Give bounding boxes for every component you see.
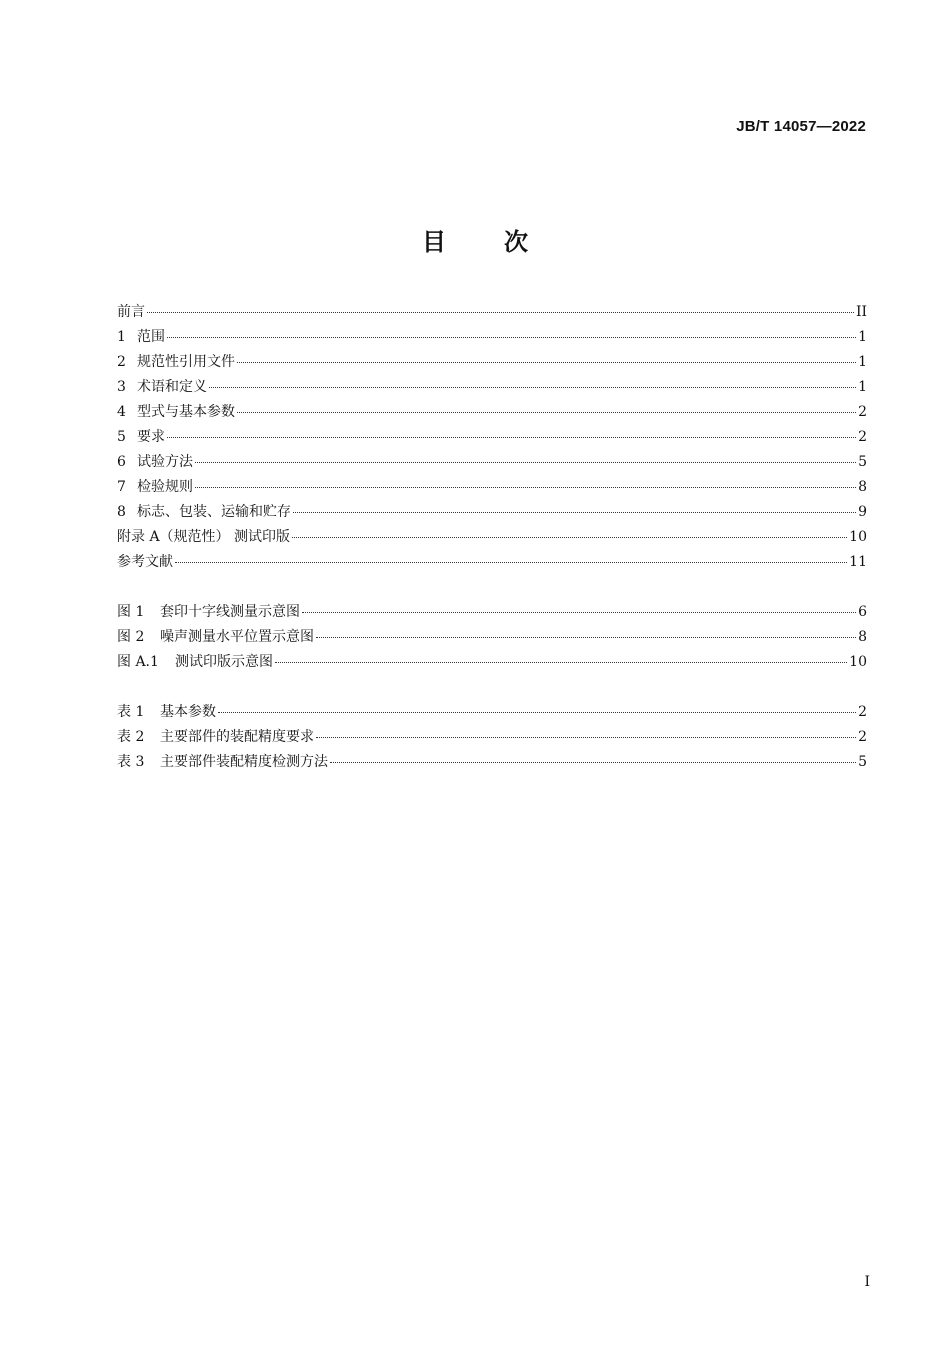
- toc-entry-bibliography[interactable]: [117, 550, 867, 575]
- toc-entry-num: 1: [117, 329, 126, 345]
- toc-entry-label: 型式与基本参数: [137, 404, 235, 420]
- page-number: I: [864, 1274, 870, 1290]
- toc-entry-num: 2: [117, 354, 126, 370]
- toc-entry-requirements[interactable]: [117, 425, 867, 450]
- toc-leader: [293, 511, 856, 513]
- toc-entry-label: 前言: [117, 304, 145, 320]
- toc-entry-inspection-rules[interactable]: [117, 475, 867, 500]
- toc-entry-label: 主要部件的装配精度要求: [160, 729, 314, 745]
- toc-entry-test-methods[interactable]: [117, 450, 867, 475]
- toc-entry-label: 基本参数: [160, 704, 216, 720]
- toc-leader: [175, 561, 847, 563]
- toc-entry-num: 8: [117, 504, 126, 520]
- toc-entry-page: 1: [858, 329, 867, 345]
- toc-entry-terms[interactable]: [117, 375, 867, 400]
- toc-entry-num: 5: [117, 429, 126, 445]
- toc-leader: [330, 761, 856, 763]
- toc-entry-figure-2[interactable]: [117, 625, 867, 650]
- toc-entry-page: 10: [849, 654, 867, 670]
- toc-sections: [117, 300, 867, 775]
- toc-entry-page: 2: [858, 729, 867, 745]
- toc-entry-normative-references[interactable]: [117, 350, 867, 375]
- toc-entry-table-1[interactable]: [117, 700, 867, 725]
- toc-entry-num: 图 1: [117, 604, 145, 620]
- toc-entry-page: II: [855, 304, 867, 320]
- toc-entry-num: 4: [117, 404, 126, 420]
- toc-entry-page: 9: [858, 504, 867, 520]
- toc-leader: [167, 436, 856, 438]
- toc-entry-page: 5: [858, 754, 867, 770]
- toc-entry-label: 主要部件装配精度检测方法: [160, 754, 328, 770]
- toc-leader: [275, 661, 847, 663]
- toc-entry-foreword[interactable]: [117, 300, 867, 325]
- toc-entry-figure-1[interactable]: [117, 600, 867, 625]
- toc-entry-label: 噪声测量水平位置示意图: [160, 629, 314, 645]
- toc-entry-annex-a[interactable]: [117, 525, 867, 550]
- toc-entry-label: 规范性引用文件: [137, 354, 235, 370]
- toc-entry-page: 1: [858, 379, 867, 395]
- toc-entry-label: 试验方法: [137, 454, 193, 470]
- toc-entry-label: 附录 A（规范性） 测试印版: [117, 529, 291, 545]
- toc-entry-label: 测试印版示意图: [175, 654, 273, 670]
- toc-spacer: [117, 675, 867, 700]
- toc-entry-num: 表 3: [117, 754, 145, 770]
- toc-entry-page: 8: [858, 479, 867, 495]
- standard-code: JB/T 14057—2022: [736, 118, 866, 135]
- toc-entry-label: 标志、包装、运输和贮存: [137, 504, 291, 520]
- toc-entry-label: 套印十字线测量示意图: [160, 604, 300, 620]
- toc-entry-page: 2: [858, 429, 867, 445]
- toc-entry-label: 范围: [137, 329, 165, 345]
- toc-leader: [316, 636, 856, 638]
- toc-entry-types-parameters[interactable]: [117, 400, 867, 425]
- toc-leader: [237, 411, 856, 413]
- toc-entry-num: 图 2: [117, 629, 145, 645]
- toc-entry-num: 3: [117, 379, 126, 395]
- toc-entry-label: 要求: [137, 429, 165, 445]
- toc-entry-page: 2: [858, 704, 867, 720]
- toc-leader: [292, 536, 847, 538]
- toc-leader: [195, 486, 856, 488]
- toc-entry-marking-packaging[interactable]: [117, 500, 867, 525]
- toc-entry-figure-a1[interactable]: [117, 650, 867, 675]
- toc-spacer: [117, 575, 867, 600]
- toc-entry-page: 1: [858, 354, 867, 370]
- toc-leader: [147, 311, 854, 313]
- toc-entry-label: 参考文献: [117, 554, 173, 570]
- toc-entry-label: 术语和定义: [137, 379, 207, 395]
- toc-leader: [209, 386, 856, 388]
- toc-entry-page: 10: [849, 529, 867, 545]
- toc-entry-num: 图 A.1: [117, 654, 159, 670]
- toc-leader: [195, 461, 856, 463]
- toc-entry-num: 表 2: [117, 729, 145, 745]
- toc-entry-page: 2: [858, 404, 867, 420]
- toc-entry-scope[interactable]: [117, 325, 867, 350]
- toc-entry-page: 11: [849, 554, 867, 570]
- toc-entry-page: 6: [858, 604, 867, 620]
- toc-leader: [316, 736, 856, 738]
- toc-leader: [302, 611, 856, 613]
- toc-leader: [218, 711, 856, 713]
- toc-entry-num: 7: [117, 479, 126, 495]
- toc-entry-num: 6: [117, 454, 126, 470]
- toc-entry-table-2[interactable]: [117, 725, 867, 750]
- toc-leader: [167, 336, 856, 338]
- toc-entry-label: 检验规则: [137, 479, 193, 495]
- toc-entry-page: 8: [858, 629, 867, 645]
- toc-leader: [237, 361, 856, 363]
- toc-entry-table-3[interactable]: [117, 750, 867, 775]
- toc-entry-page: 5: [858, 454, 867, 470]
- page-title: 目次: [422, 228, 586, 256]
- toc-entry-num: 表 1: [117, 704, 145, 720]
